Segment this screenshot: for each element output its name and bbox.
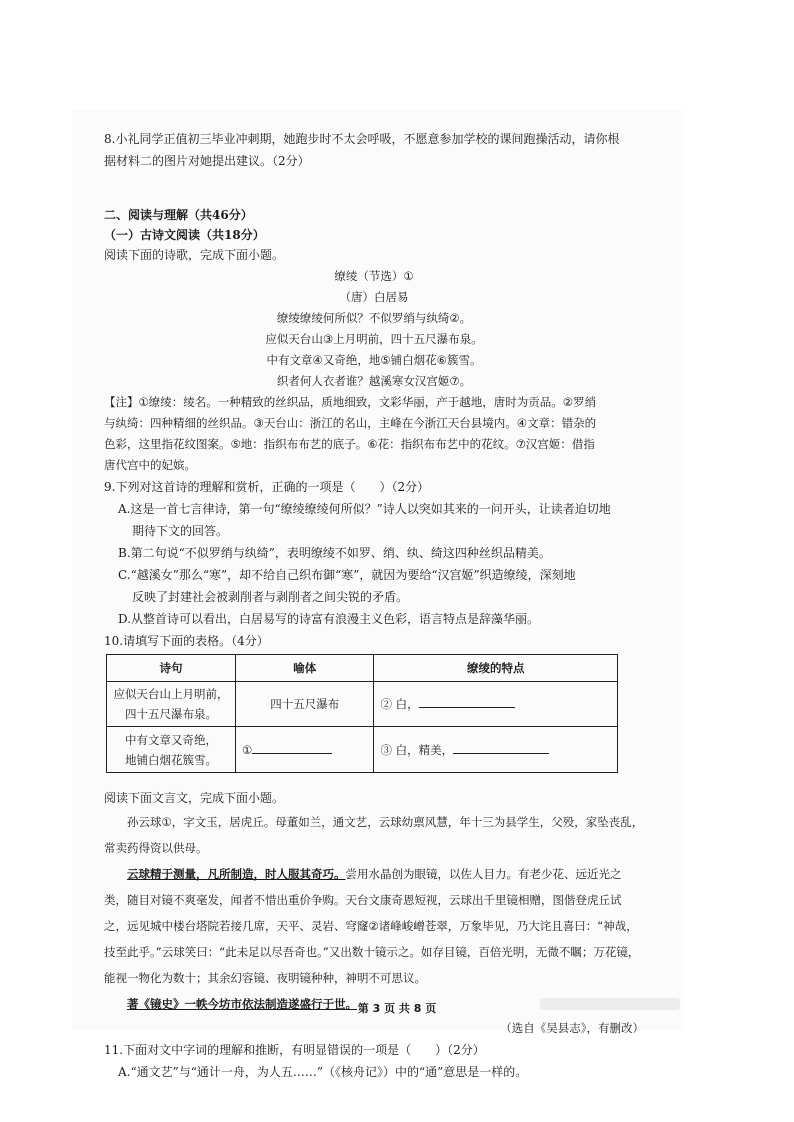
q11-option-a: A.“通文艺”与“通计一舟，为人五……”（《核舟记》）中的“通”意思是一样的。 [118, 1065, 528, 1079]
wenyan-intro: 阅读下面文言文，完成下面小题。 [104, 791, 285, 805]
note-line: 与纨绮：四种精细的丝织品。③天台山：浙江的名山，主峰在今浙江天台县境内。④文章：错杂的 [104, 416, 597, 430]
poem-line: 应似天台山③上月明前，四十五尺瀑布泉。 [265, 332, 483, 346]
table-cell: 四十五尺瀑布 [236, 682, 374, 727]
note-line: 【注】①缭绫：绫名。一种精致的丝织品，质地细致，文彩华丽，产于越地，唐时为贡品。②罗绡 [104, 395, 597, 409]
answer-blank[interactable] [252, 741, 332, 754]
q9-stem: 9.下列对这首诗的理解和赏析，正确的一项是（ ）（2分） [104, 480, 430, 494]
poem-title: 缭绫（节选）① [334, 269, 414, 283]
subsection-title: （一）古诗文阅读（共18分） [104, 228, 265, 242]
table-header: 缭绫的特点 [374, 655, 618, 682]
q9-option-c: C.“越溪女”那么“寒”，却不给自己织布御“寒”，就因为要给“汉宫姬”织造缭绫，深刻地 反映了封建社会被剥削者与剥削者之间尖锐的矛盾。 [118, 568, 576, 604]
poem [104, 266, 644, 392]
table-header: 诗句 [107, 655, 236, 682]
table-cell: ① [236, 727, 374, 773]
note-line: 唐代宫中的妃嫔。 [104, 458, 196, 472]
question-9 [104, 476, 644, 630]
question-11 [104, 1039, 644, 1083]
q10-table [106, 654, 618, 773]
table-cell: 应似天台山上月明前， 四十五尺瀑布泉。 [107, 682, 236, 727]
answer-blank[interactable] [453, 741, 549, 754]
q8-line2: 据材料二的图片对她提出建议。（2分） [104, 154, 310, 168]
poem-line: 织者何人衣者谁？越溪寒女汉宫姬⑦。 [276, 374, 472, 388]
q10-stem: 10.请填写下面的表格。（4分） [104, 634, 269, 648]
underlined-sentence: 云球精于测量，凡所制造，时人服其奇巧。 [127, 867, 346, 881]
q9-option-d: D.从整首诗可以看出，白居易写的诗富有浪漫主义色彩，语言特点是辞藻华丽。 [118, 612, 540, 626]
wenyan-paragraph-2: 云球精于测量，凡所制造，时人服其奇巧。尝用水晶创为眼镜，以佐人目力。有老少花、远近光之类，随目对镜不爽毫发，闻者不惜出重价争购。天台文康奇恩短视，云球出千里镜相赠，图偕登虎丘试之，远见城中楼台塔院若接几席，天平、灵岩、穹窿②诸峰峻嶒苍翠，万象毕见，乃大诧且喜曰：“神哉，技至此乎。”云球笑曰：“此未足以尽吾奇也。”又出数十镜示之。如存目镜，百倍光明，无微不瞩；万花镜，能视一物化为数十；其余幻容镜、夜明镜种种，神明不可思议。 [104, 867, 640, 985]
q11-stem: 11.下面对文中字词的理解和推断，有明显错误的一项是（ ）（2分） [104, 1043, 485, 1057]
q8-line1: 8.小礼同学正值初三毕业冲刺期，她跑步时不太会呼吸，不愿意参加学校的课间跑操活动，请你根 [104, 132, 620, 146]
poem-notes [104, 392, 644, 476]
wenyan-paragraph-1: 孙云球①，字文玉，居虎丘。母董如兰，通文艺，云球幼禀风慧，年十三为县学生，父殁，家坠丧乱，常卖药得资以供母。 [104, 815, 644, 855]
section-title: 二、阅读与理解（共46分） [104, 208, 253, 222]
page-footer: 第 3 页 共 8 页 [357, 1002, 437, 1015]
source-citation: （选自《吴县志》，有删改） [500, 1021, 644, 1035]
underlined-sentence: 著《镜史》一帙今坊市依法制造遂盛行于世。 [127, 997, 357, 1011]
table-header: 喻体 [236, 655, 374, 682]
answer-blank[interactable] [419, 695, 515, 708]
q9-option-a: A.这是一首七言律诗，第一句“缭绫缭绫何所似？”诗人以突如其来的一问开头，让读者迫切地 期待下文的回答。 [118, 502, 611, 538]
poem-author: （唐）白居易 [339, 290, 409, 304]
poem-line: 缭绫缭绫何所似？不似罗绡与纨绮②。 [276, 311, 472, 325]
table-cell: 中有文章又奇绝， 地铺白烟花簇雪。 [107, 727, 236, 773]
table-cell: ③ 白，精美， [374, 727, 618, 773]
question-10 [104, 630, 644, 773]
poem-intro: 阅读下面的诗歌，完成下面小题。 [104, 248, 285, 262]
page-content [104, 128, 644, 1083]
q9-option-b: B.第二句说“不似罗绡与纨绮”，表明缭绫不如罗、绡、纨、绮这四种丝织品精美。 [118, 546, 551, 560]
table-cell: ② 白， [374, 682, 618, 727]
note-line: 色彩，这里指花纹图案。⑤地：指织布布艺的底子。⑥花：指织布布艺中的花纹。⑦汉宫姬：借指 [104, 437, 595, 451]
question-8 [104, 128, 644, 172]
poem-line: 中有文章④又奇绝，地⑤铺白烟花⑥簇雪。 [266, 353, 482, 367]
